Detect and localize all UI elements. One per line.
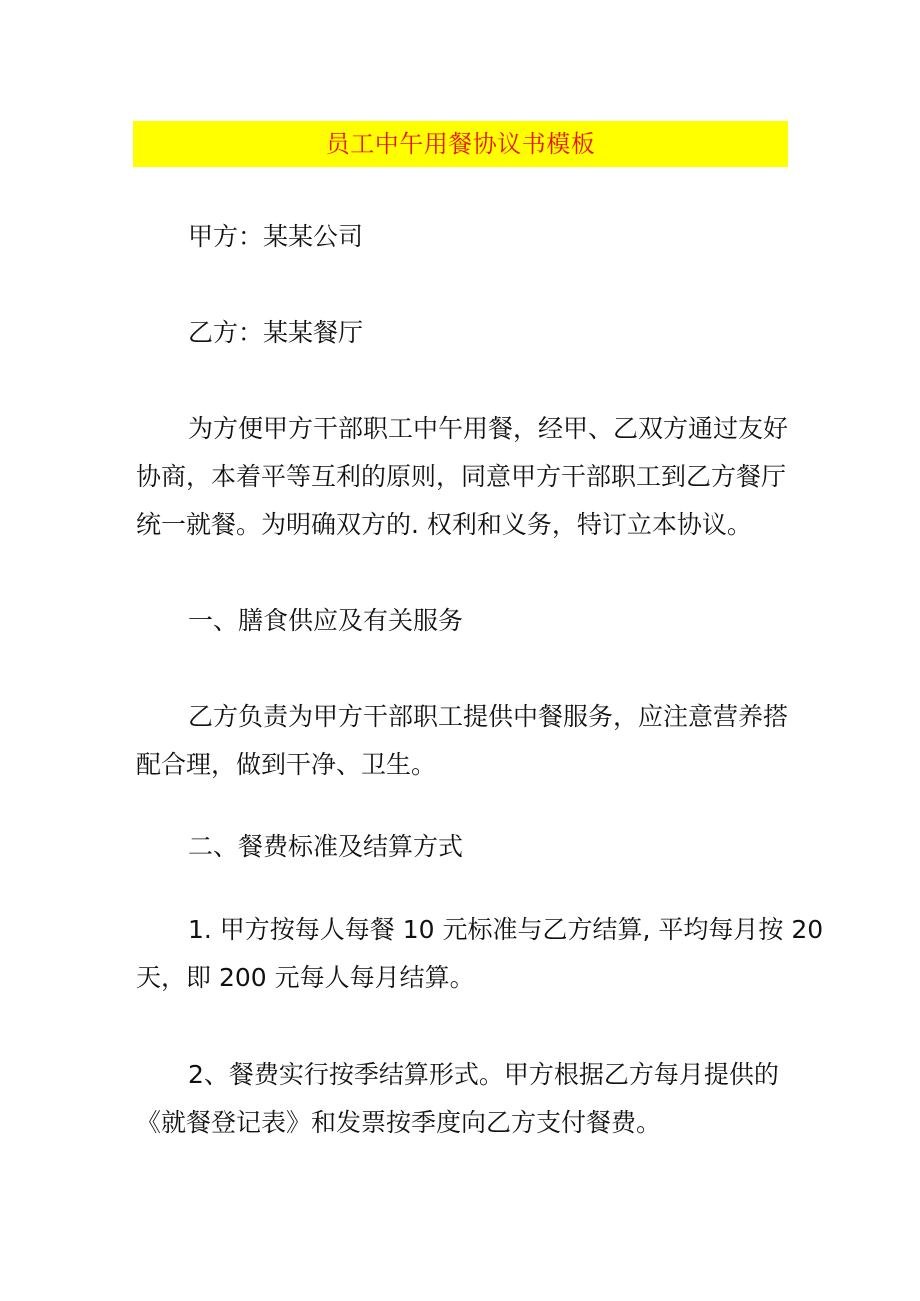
section1-para-line-1: 乙方负责为甲方干部职工提供中餐服务，应注意营养搭: [188, 702, 789, 731]
section2-item1-line-2: 天，即 200 元每人每月结算。: [136, 963, 475, 992]
section2-item2-line-2: 《就餐登记表》和发票按季度向乙方支付餐费。: [136, 1108, 662, 1137]
party-b-line: 乙方：某某餐厅: [188, 318, 364, 347]
title-banner: [133, 121, 788, 167]
intro-line-2: 协商，本着平等互利的原则，同意甲方干部职工到乙方餐厅: [136, 462, 787, 491]
section2-item1-line-1: 1. 甲方按每人每餐 10 元标准与乙方结算, 平均每月按 20: [188, 915, 824, 944]
section2-heading: 二、餐费标准及结算方式: [188, 832, 464, 861]
section2-item2-line-1: 2、餐费实行按季结算形式。甲方根据乙方每月提供的: [188, 1060, 779, 1089]
intro-line-1: 为方便甲方干部职工中午用餐，经甲、乙双方通过友好: [188, 414, 789, 443]
intro-line-3: 统一就餐。为明确双方的. 权利和义务，特订立本协议。: [136, 510, 752, 539]
section1-heading: 一、膳食供应及有关服务: [188, 606, 464, 635]
party-a-line: 甲方：某某公司: [188, 222, 364, 251]
section1-para-line-2: 配合理，做到干净、卫生。: [136, 750, 437, 779]
document-title: 员工中午用餐协议书模板: [325, 130, 596, 158]
